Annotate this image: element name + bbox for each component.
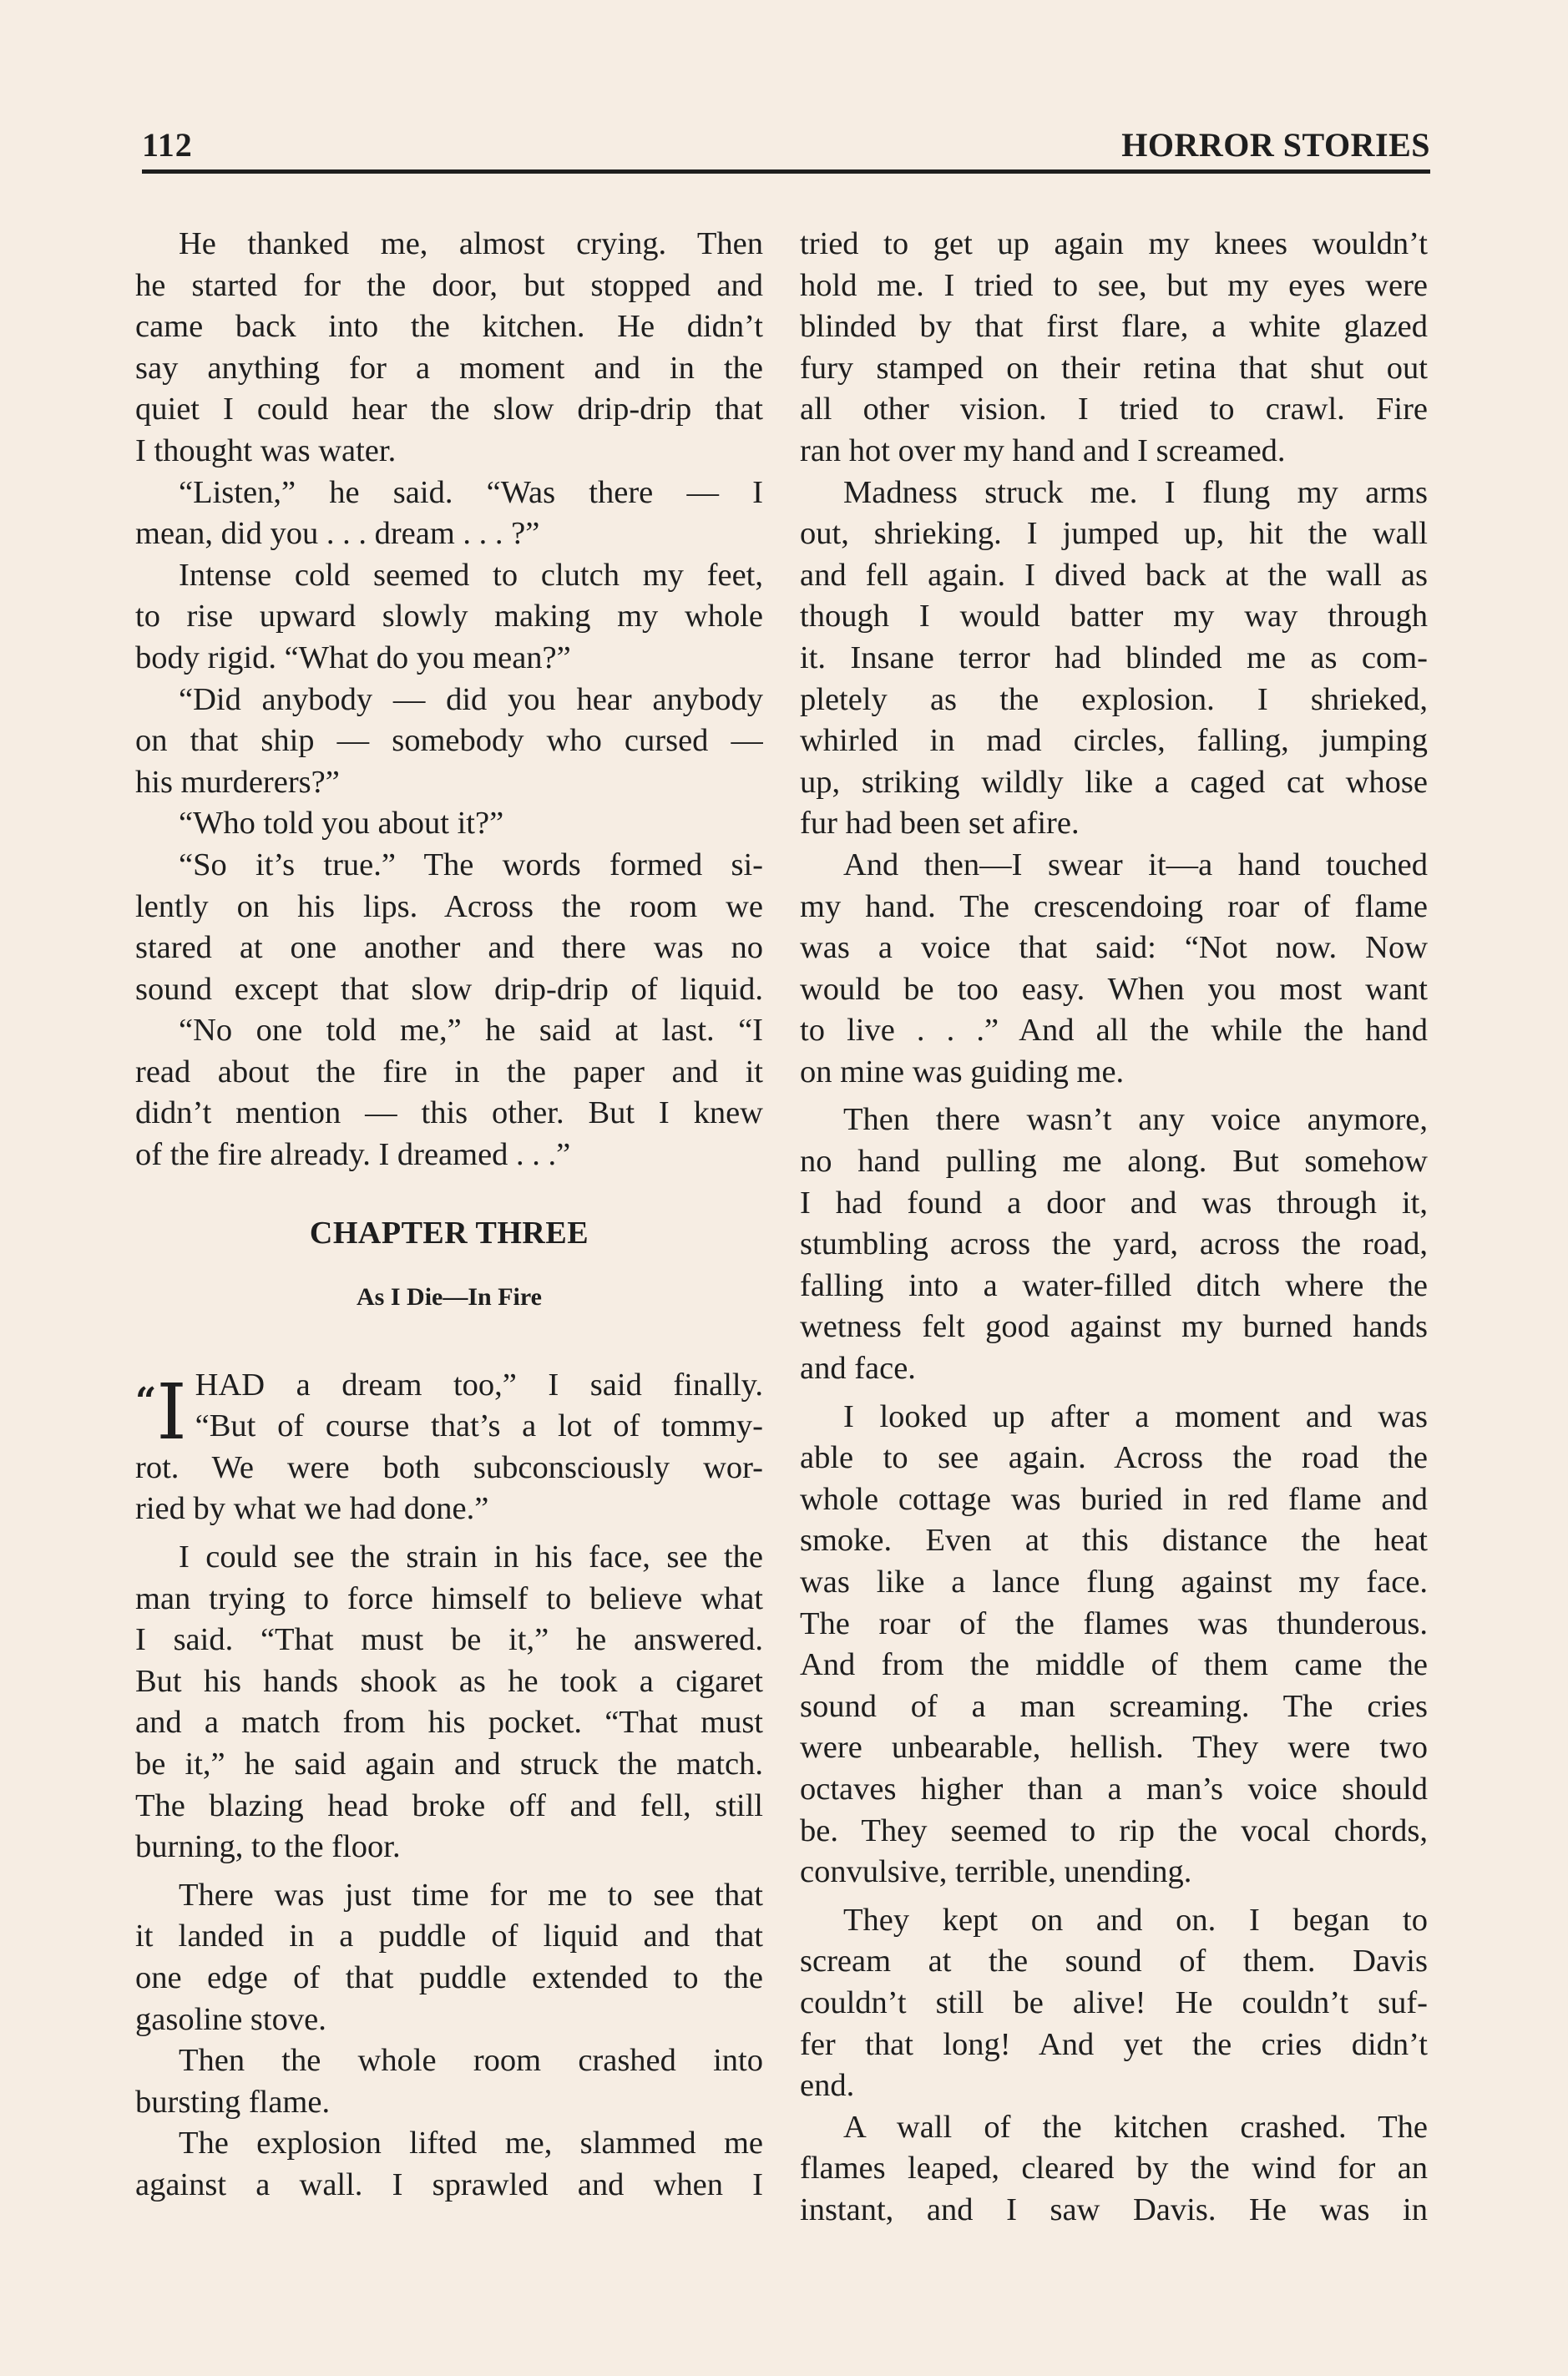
text-line: lently on his lips. Across the room we	[135, 888, 763, 924]
text-line: Then the whole room crashed into	[179, 2043, 763, 2079]
text-line: whole cottage was buried in red flame and	[800, 1481, 1428, 1517]
text-line: body rigid. “What do you mean?”	[135, 639, 571, 675]
paragraph	[135, 845, 763, 1010]
text-line: mean, did you . . . dream . . . ?”	[135, 516, 540, 552]
text-line: convulsive, terrible, unending.	[800, 1854, 1192, 1890]
text-line: say anything for a moment and in the	[135, 350, 763, 386]
paragraph	[135, 2040, 763, 2123]
text-line: A wall of the kitchen crashed. The	[843, 2109, 1428, 2145]
paragraph	[800, 473, 1428, 845]
text-line: and face.	[800, 1351, 916, 1387]
paragraph-gap	[135, 1868, 763, 1875]
text-line: There was just time for me to see that	[179, 1877, 763, 1913]
text-line: But his hands shook as he took a cigaret	[135, 1663, 763, 1699]
text-line: The blazing head broke off and fell, still	[135, 1787, 763, 1823]
paragraph	[135, 680, 763, 804]
header-rule	[142, 169, 1430, 174]
text-line: ried by what we had done.”	[135, 1491, 489, 1527]
text-line: fury stamped on their retina that shut out	[800, 350, 1428, 386]
text-line: Madness struck me. I flung my arms	[843, 474, 1428, 510]
text-line: “Listen,” he said. “Was there — I	[179, 474, 763, 510]
text-line: up, striking wildly like a caged cat whose	[800, 764, 1428, 800]
text-line: read about the fire in the paper and it	[135, 1054, 763, 1089]
text-line: be it,” he said again and struck the match.	[135, 1747, 763, 1782]
text-line: “Who told you about it?”	[179, 806, 504, 842]
text-line: instant, and I saw Davis. He was in	[800, 2191, 1428, 2227]
text-line: I could see the strain in his face, see the	[179, 1539, 763, 1575]
chapter-title: CHAPTER THREE	[309, 1215, 589, 1251]
paragraph	[800, 1100, 1428, 1389]
text-line: didn’t mention — this other. But I knew	[135, 1095, 763, 1131]
paragraph-gap	[800, 1093, 1428, 1100]
text-line: And then—I swear it—a hand touched	[843, 847, 1428, 882]
paragraph	[135, 2123, 763, 2206]
text-line: all other vision. I tried to crawl. Fire	[800, 392, 1428, 427]
text-line: sound of a man screaming. The cries	[800, 1688, 1428, 1724]
text-line: Then there wasn’t any voice anymore,	[843, 1102, 1428, 1138]
paragraph	[135, 473, 763, 555]
text-line: smoke. Even at this distance the heat	[800, 1523, 1428, 1559]
paragraph	[135, 224, 763, 473]
text-line: pletely as the explosion. I shrieked,	[800, 681, 1428, 717]
text-line: be. They seemed to rip the vocal chords,	[800, 1812, 1428, 1848]
text-line: stared at one another and there was no	[135, 930, 763, 966]
text-line: flames leaped, cleared by the wind for an	[800, 2151, 1428, 2186]
text-line: The explosion lifted me, slammed me	[179, 2126, 763, 2161]
page-number: 112	[142, 126, 193, 164]
paragraph-gap	[135, 1530, 763, 1537]
text-line: was a voice that said: “Not now. Now	[800, 930, 1428, 966]
text-line: was like a lance flung against my face.	[800, 1565, 1428, 1600]
text-line: The roar of the flames was thunderous.	[800, 1605, 1428, 1641]
text-line: “No one told me,” he said at last. “I	[179, 1013, 763, 1049]
text-line: blinded by that first flare, a white glazed	[800, 309, 1428, 345]
text-line: against a wall. I sprawled and when I	[135, 2166, 763, 2202]
text-line: ran hot over my hand and I screamed.	[800, 432, 1286, 468]
paragraph	[135, 1875, 763, 2040]
dropcap-paragraph	[135, 1365, 763, 1530]
text-line: stumbling across the yard, across the road,	[800, 1226, 1428, 1262]
text-line: HAD a dream too,” I said finally.	[195, 1367, 763, 1403]
paragraph	[800, 845, 1428, 1094]
chapter-subtitle: As I Die—In Fire	[357, 1282, 542, 1311]
text-line: tried to get up again my knees wouldn’t	[800, 226, 1428, 261]
text-line: one edge of that puddle extended to the	[135, 1959, 763, 1995]
dropcap	[135, 1367, 187, 1457]
paragraph	[135, 803, 763, 845]
text-line: And from the middle of them came the	[800, 1647, 1428, 1683]
text-line: and a match from his pocket. “That must	[135, 1705, 763, 1741]
text-line: he started for the door, but stopped and	[135, 267, 763, 303]
text-line: his murderers?”	[135, 764, 340, 800]
text-line: wetness felt good against my burned hands	[800, 1309, 1428, 1345]
text-line: no hand pulling me along. But somehow	[800, 1144, 1428, 1180]
paragraph	[800, 1900, 1428, 2107]
paragraph	[135, 1537, 763, 1868]
page-header	[142, 125, 1430, 174]
text-line: my hand. The crescendoing roar of flame	[800, 888, 1428, 924]
paragraph-gap	[800, 1893, 1428, 1900]
text-line: though I would batter my way through	[800, 599, 1428, 634]
text-line: burning, to the floor.	[135, 1829, 401, 1865]
text-line: “Did anybody — did you hear anybody	[179, 681, 763, 717]
text-line: Intense cold seemed to clutch my feet,	[179, 557, 763, 593]
text-line: would be too easy. When you most want	[800, 971, 1428, 1007]
text-line: They kept on and on. I began to	[843, 1902, 1428, 1938]
paragraph	[800, 2107, 1428, 2232]
text-line: it landed in a puddle of liquid and that	[135, 1918, 763, 1954]
text-line: able to see again. Across the road the	[800, 1440, 1428, 1476]
text-line: and fell again. I dived back at the wall as	[800, 557, 1428, 593]
paragraph-gap	[800, 1390, 1428, 1397]
text-line: on mine was guiding me.	[800, 1054, 1125, 1089]
dropcap-quote: “	[135, 1379, 157, 1423]
text-line: out, shrieking. I jumped up, hit the wall	[800, 516, 1428, 552]
running-title: HORROR STORIES	[1121, 126, 1430, 164]
text-line: sound except that slow drip-drip of liquid.	[135, 971, 763, 1007]
text-line: of the fire already. I dreamed . . .”	[135, 1137, 571, 1173]
text-line: came back into the kitchen. He didn’t	[135, 309, 763, 345]
text-line: on that ship — somebody who cursed —	[135, 723, 763, 759]
text-line: rot. We were both subconsciously wor-	[135, 1449, 763, 1485]
text-line: scream at the sound of them. Davis	[800, 1944, 1428, 1979]
text-line: hold me. I tried to see, but my eyes were	[800, 267, 1428, 303]
text-line: fer that long! And yet the cries didn’t	[800, 2026, 1428, 2062]
paragraph	[800, 1397, 1428, 1893]
text-line: I looked up after a moment and was	[843, 1398, 1428, 1434]
dropcap-letter: I	[156, 1367, 187, 1457]
text-line: octaves higher than a man’s voice should	[800, 1771, 1428, 1807]
text-line: He thanked me, almost crying. Then	[179, 226, 763, 261]
text-line: fur had been set afire.	[800, 806, 1080, 842]
paragraph	[800, 224, 1428, 473]
text-line: I had found a door and was through it,	[800, 1185, 1428, 1221]
right-column	[800, 224, 1428, 2232]
text-line: end.	[800, 2068, 855, 2104]
chapter-gap	[135, 1318, 763, 1365]
paragraph	[135, 555, 763, 680]
text-line: I thought was water.	[135, 432, 397, 468]
text-line: “But of course that’s a lot of tommy-	[195, 1408, 763, 1444]
text-line: to rise upward slowly making my whole	[135, 599, 763, 634]
text-line: to live . . .” And all the while the hand	[800, 1013, 1428, 1049]
paragraph	[135, 1010, 763, 1175]
text-line: quiet I could hear the slow drip-drip that	[135, 392, 763, 427]
text-line: gasoline stove.	[135, 2001, 326, 2037]
text-line: I said. “That must be it,” he answered.	[135, 1622, 763, 1658]
text-line: it. Insane terror had blinded me as com-	[800, 639, 1428, 675]
text-line: were unbearable, hellish. They were two	[800, 1730, 1428, 1766]
text-line: falling into a water-filled ditch where the	[800, 1267, 1428, 1303]
text-line: whirled in mad circles, falling, jumping	[800, 723, 1428, 759]
text-line: “So it’s true.” The words formed si-	[179, 847, 763, 882]
left-column	[135, 224, 763, 2207]
text-line: couldn’t still be alive! He couldn’t suf-	[800, 1984, 1428, 2020]
text-line: man trying to force himself to believe what	[135, 1580, 763, 1616]
text-line: bursting flame.	[135, 2084, 331, 2120]
